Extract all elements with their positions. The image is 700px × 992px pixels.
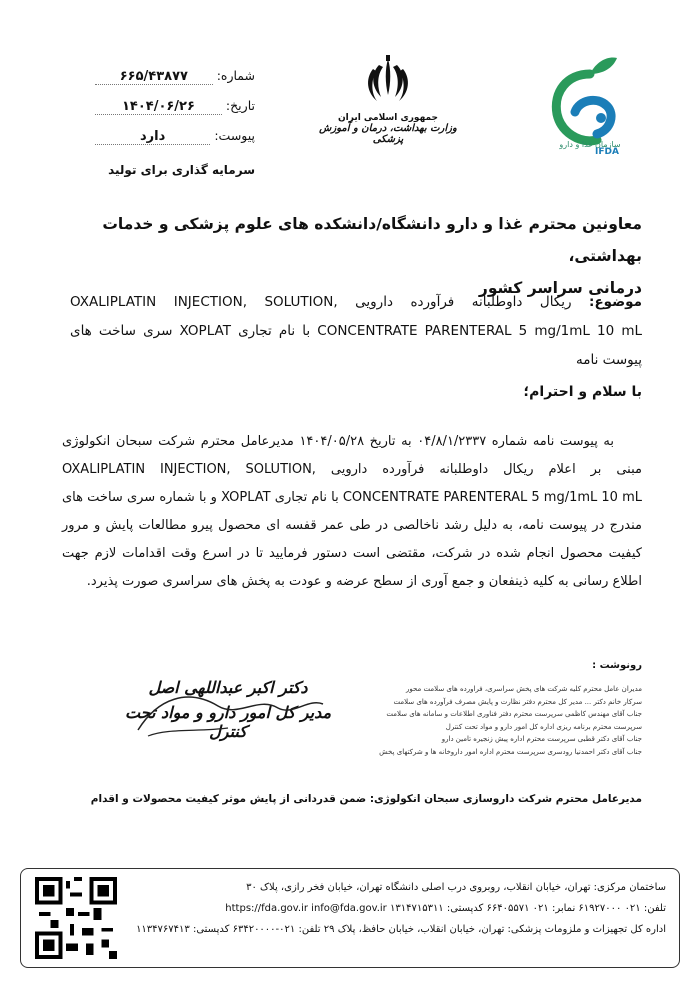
cc-item: سرکار خانم دکتر ... مدیر کل محترم دفتر نظارت و پایش مصرف فرآورده های سلامت [393, 697, 642, 706]
letter-date [95, 98, 255, 115]
footer-phone-web[interactable]: تلفن: ۰۲۱ ۶۱۹۲۷۰۰۰ نمابر: ۰۲۱ ۶۶۴۰۵۵۷۱ کدپستی: ۱۳۱۴۷۱۵۳۱۱ https://fda.gov.ir info@fda.gov.ir [225, 903, 666, 914]
letter-number [95, 68, 255, 85]
cc-last-item: مدیرعامل محترم شرکت داروسازی سبحان انکولوژی: ضمن قدردانی از پایش موثر کیفیت محصولات و اقدام [90, 793, 642, 805]
footer-contact [131, 877, 666, 940]
qr-code-icon[interactable] [35, 877, 117, 959]
cc-list [360, 683, 642, 759]
number-value: ۶۶۵/۴۳۸۷۷ [95, 69, 213, 85]
department-slogan: سرمایه گذاری برای تولید [108, 163, 255, 177]
signer-name: دکتر اکبر عبداللهی اصل [148, 678, 308, 697]
ministry-emblem [318, 55, 458, 145]
emblem-line2: وزارت بهداشت، درمان و آموزش پزشکی [319, 123, 457, 145]
cc-title: رونوشت : [592, 660, 642, 671]
cc-item: مدیران عامل محترم کلیه شرکت های پخش سراسری، فراورده های سلامت محور [406, 685, 642, 693]
cc-item: جناب آقای مهندس کاظمی سرپرست محترم دفتر فناوری اطلاعات و سامانه های سلامت [386, 710, 642, 719]
date-value: ۱۴۰۴/۰۶/۲۶ [95, 99, 222, 115]
signer-position: مدیر کل امور دارو و مواد تحت کنترل [124, 703, 332, 741]
letter-attachment [95, 128, 255, 145]
subject-label: موضوع: [589, 294, 642, 310]
fda-name-en: IFDA [595, 147, 619, 157]
iran-emblem-icon [365, 55, 411, 107]
recipient-line2: درمانی سراسر کشور [478, 279, 642, 297]
subject [70, 288, 642, 375]
footer-address: ساختمان مرکزی: تهران، خیابان انقلاب، روبروی درب اصلی دانشگاه تهران، خیابان فخر رازی، پلاک ۳۰ [246, 882, 666, 893]
footer-box [20, 868, 680, 968]
number-label: شماره: [216, 68, 255, 83]
subject-text: ریکال داوطلبانه فرآورده دارویی OXALIPLATIN INJECTION, SOLUTION, CONCENTRATE PARENTERAL 5 mg/1mL 10 mL با نام تجاری XOPLAT سری ساخت های پیوست نامه [70, 294, 643, 368]
signature-block [108, 678, 348, 741]
handwritten-signature-icon [108, 678, 348, 738]
attachment-label: پیوست: [214, 128, 255, 143]
cc-item: سرپرست محترم برنامه ریزی اداره کل امور دارو و مواد تحت کنترل [445, 722, 642, 731]
footer-equipment-office: اداره کل تجهیزات و ملزومات پزشکی: تهران، خیابان انقلاب، خیابان حافظ، پلاک ۲۹ تلفن: ۰۲۱-۶۳۴۲۰۰۰۰ کدپستی: ۱۱۳۴۷۶۷۴۱۳ [136, 924, 666, 935]
letter-body: به پیوست نامه شماره ۰۴/۸/۱/۲۳۳۷ به تاریخ ۱۴۰۴/۰۵/۲۸ مدیرعامل محترم شرکت سبحان انکولوژی مبنی بر اعلام ریکال داوطلبانه فرآورده دارویی OXALIPLATIN INJECTION, SOLUTION, CONCENTRATE PARENTERAL 5 mg/1mL 10 mL با نام تجاری XOPLAT و با شماره سری ساخت های مندرج در پیوست نامه، به دلیل رشد ناخالصی در طی عمر قفسه ای محصول پیرو مطالعات پایش و مرور کیفیت محصول انجام شده در شرکت، مقتضی است دستور فرمایید تا در اسرع وقت اقدامات لازم جهت اطلاع رسانی به کلیه ذینفعان و جمع آوری از سطح عرضه و عودت به پخش های سراسری صورت پذیرد. [62, 434, 642, 589]
recipient-line1: معاونین محترم غذا و دارو دانشگاه/دانشکده های علوم پزشکی و خدمات بهداشتی، [102, 215, 642, 265]
greeting: با سلام و احترام؛ [523, 384, 642, 400]
date-label: تاریخ: [225, 98, 255, 113]
fda-name-fa: سازمان غذا و دارو [559, 140, 621, 149]
cc-item: جناب آقای دکتر قطبی سرپرست محترم اداره پیش زنجیره تامین دارو [441, 735, 642, 744]
emblem-line1: جمهوری اسلامی ایران [337, 113, 439, 123]
attachment-value: دارد [95, 129, 210, 145]
cc-item: جناب آقای دکتر احمدنیا رودسری سرپرست محترم اداره امور داروخانه ها و شرکتهای پخش [379, 747, 642, 756]
